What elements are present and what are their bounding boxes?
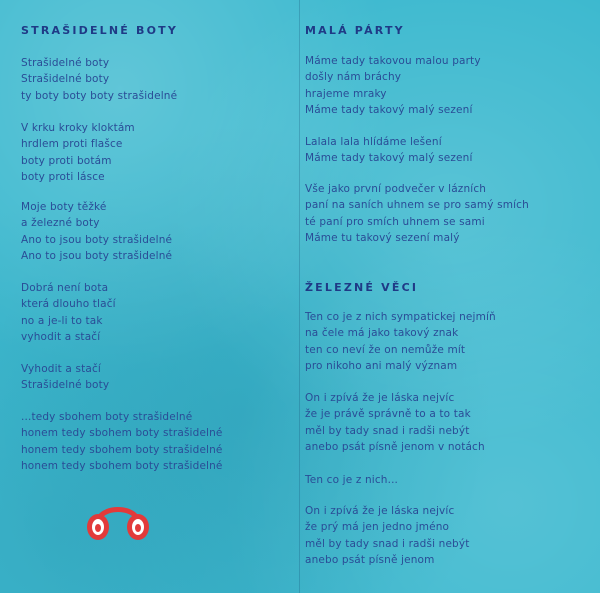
lyric-line: Moje boty těžké <box>21 201 107 213</box>
headphones-logo-icon <box>84 497 152 543</box>
lyric-line: která dlouho tlačí <box>21 298 116 311</box>
lyric-line: měl by tady snad i radši nebýt <box>305 537 470 550</box>
stanza <box>305 309 496 374</box>
page-fold-divider <box>299 0 300 593</box>
song-title-zelezne-veci: ŽELEZNÉ VĚCI <box>305 281 419 294</box>
lyric-line: že je právě správně to a to tak <box>305 408 471 421</box>
stanza <box>21 280 116 345</box>
lyric-line: no a je-li to tak <box>21 314 103 327</box>
lyric-line: Ten co je z nich... <box>305 474 399 486</box>
lyric-line: hrdlem proti flašce <box>21 138 123 151</box>
lyric-line: Ten co je z nich sympatickej nejmíň <box>305 311 496 323</box>
stanza <box>21 120 135 185</box>
lyric-line: ten co neví že on nemůže mít <box>305 343 466 356</box>
lyric-line: Máme tu takový sezení malý <box>305 231 460 244</box>
lyric-line: anebo psát písně jenom <box>305 553 435 566</box>
lyric-line: hrajeme mraky <box>305 87 387 100</box>
lyric-line: honem tedy sbohem boty strašidelné <box>21 459 223 472</box>
song-title-mala-party: MALÁ PÁRTY <box>305 24 405 37</box>
lyric-line: že prý má jen jedno jméno <box>305 521 450 534</box>
stanza <box>21 409 223 474</box>
lyric-line: ...tedy sbohem boty strašidelné <box>21 411 193 423</box>
lyric-line: Vše jako první podvečer v lázních <box>305 183 487 195</box>
stanza <box>305 390 485 455</box>
stanza <box>305 472 398 488</box>
lyric-line: Strašidelné boty <box>21 73 110 86</box>
lyric-line: na čele má jako takový znak <box>305 327 459 340</box>
lyric-line: Ano to jsou boty strašidelné <box>21 249 173 262</box>
lyric-line: anebo psát písně jenom v notách <box>305 440 485 453</box>
lyric-line: pro nikoho ani malý význam <box>305 359 458 372</box>
lyric-line: Vyhodit a stačí <box>21 363 101 375</box>
lyric-line: Dobrá není bota <box>21 282 109 294</box>
stanza <box>305 181 529 246</box>
lyric-line: Máme tady takový malý sezení <box>305 152 473 165</box>
lyric-line: On i zpívá že je láska nejvíc <box>305 505 455 517</box>
lyric-line: a železné boty <box>21 217 100 230</box>
lyric-line: honem tedy sbohem boty strašidelné <box>21 427 223 440</box>
stanza <box>305 503 470 568</box>
lyric-line: Strašidelné boty <box>21 57 110 69</box>
lyric-line: ty boty boty boty strašidelné <box>21 89 178 102</box>
stanza <box>305 134 473 167</box>
lyric-line: měl by tady snad i radši nebýt <box>305 424 470 437</box>
lyric-line: vyhodit a stačí <box>21 330 101 343</box>
stanza <box>305 53 481 118</box>
lyric-line: On i zpívá že je láska nejvíc <box>305 392 455 404</box>
song-title-strasidelne-boty: STRAŠIDELNÉ BOTY <box>21 24 179 37</box>
lyric-line: té paní pro smích uhnem se sami <box>305 215 485 228</box>
lyric-line: došly nám bráchy <box>305 71 402 84</box>
lyric-line: honem tedy sbohem boty strašidelné <box>21 443 223 456</box>
stanza <box>21 55 177 104</box>
lyric-line: Lalala lala hlídáme lešení <box>305 136 442 148</box>
lyric-line: boty proti lásce <box>21 170 105 183</box>
lyric-line: boty proti botám <box>21 154 112 167</box>
lyric-line: Máme tady takovou malou party <box>305 55 481 67</box>
stanza <box>21 361 109 394</box>
lyric-line: Strašidelné boty <box>21 379 110 392</box>
lyric-line: Máme tady takový malý sezení <box>305 103 473 116</box>
lyric-line: Ano to jsou boty strašidelné <box>21 233 173 246</box>
lyric-line: paní na saních uhnem se pro samý smích <box>305 199 529 212</box>
stanza <box>21 199 172 264</box>
lyric-line: V krku kroky kloktám <box>21 122 135 134</box>
